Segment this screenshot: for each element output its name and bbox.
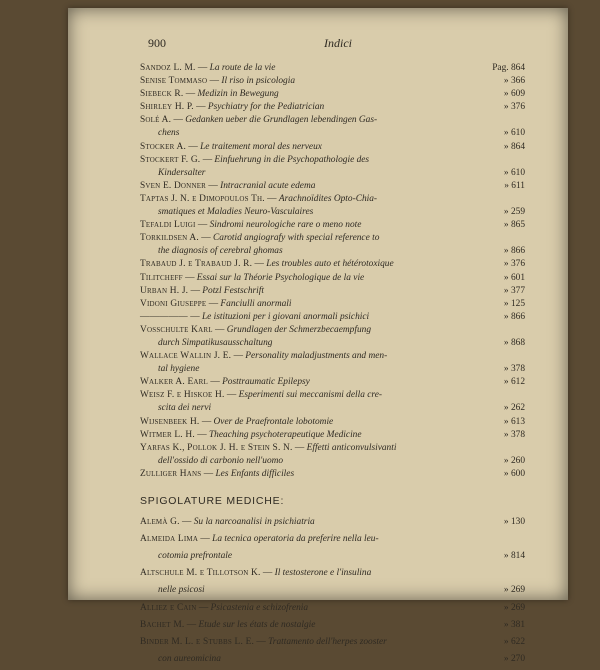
entry-text (140, 636, 485, 649)
entry-text (140, 619, 485, 632)
separator-dash: — (194, 429, 209, 440)
author-name: Senise Tommaso (140, 76, 208, 87)
work-title: Il testosterone e l'insulina (274, 568, 372, 579)
entry-text (140, 206, 485, 219)
page-reference: » 866 (503, 311, 525, 322)
entry-text (140, 219, 485, 232)
page-reference: » 814 (503, 551, 525, 562)
work-title: Le traitement moral des nerveux (200, 141, 322, 152)
work-title: Grundlagen der Schmerzbecaempfung (226, 324, 372, 335)
page-reference: » 259 (503, 207, 525, 218)
index-entry (140, 75, 525, 88)
author-name: Wijsenbeek H. (140, 416, 200, 427)
page-reference: » 269 (503, 585, 525, 596)
entry-text (140, 402, 485, 415)
index-entry (140, 350, 525, 363)
author-name: Shirley H. P. (140, 102, 194, 113)
index-entry (140, 363, 525, 376)
author-name: Zulliger Hans (140, 468, 202, 479)
page-reference: » 260 (503, 455, 525, 466)
author-name: Trabaud J. e Trabaud J. R. (140, 259, 253, 270)
work-title: smatiques et Maladies Neuro-Vasculaires (158, 207, 314, 218)
page-reference (485, 389, 525, 402)
entry-text (140, 245, 485, 258)
work-title: Carotid angiografy with special reference to (213, 233, 380, 244)
separator-dash: — (184, 619, 199, 630)
index-entry (140, 258, 525, 271)
entry-text (140, 442, 485, 455)
running-title: Indici (324, 36, 352, 50)
index-entry (140, 232, 525, 245)
work-title: the diagnosis of cerebral ghomas (158, 246, 283, 257)
work-title: Trattamento dell'herpes zooster (268, 636, 387, 647)
book-page (68, 8, 568, 664)
entry-text (140, 567, 485, 580)
page-reference: » 600 (503, 468, 525, 479)
separator-dash: — (200, 154, 215, 165)
page-reference (485, 533, 525, 546)
entry-text (140, 602, 485, 615)
page-reference: » 381 (503, 619, 525, 630)
index-entry (140, 311, 525, 324)
index-entry (140, 272, 525, 285)
index-entry (140, 468, 525, 481)
page-reference: » 866 (503, 246, 525, 257)
author-name: Alliez e Cain (140, 602, 197, 613)
work-title: Le istituzioni per i giovani anormali psichici (201, 311, 370, 322)
author-name: Stocker A. (140, 141, 187, 152)
index-entry (140, 62, 525, 75)
page-reference (485, 324, 525, 337)
section-heading: SPIGOLATURE MEDICHE: (140, 495, 285, 507)
index-entry (140, 127, 525, 140)
work-title: Les troubles auto et hétérotoxique (266, 259, 394, 270)
index-entry (140, 88, 525, 101)
work-title: nelle psicosi (158, 585, 205, 596)
author-name: Altschule M. e Tillotson K. (140, 568, 261, 579)
separator-dash: — (206, 298, 221, 309)
page-reference: » 610 (503, 167, 525, 178)
separator-dash: — (195, 63, 210, 73)
index-entry (140, 285, 525, 298)
work-title: Sindromi neurologiche rare o meno note (209, 220, 362, 231)
work-title: Over de Praefrontale lobotomie (213, 416, 334, 427)
entry-text (140, 75, 485, 88)
separator-dash: — (208, 377, 223, 388)
page-reference (485, 114, 525, 127)
work-title: Posttraumatic Epilepsy (222, 377, 310, 388)
work-title: Essai sur la Théorie Psychologique de la vie (196, 272, 365, 283)
work-title: Effetti anticonvulsivanti (306, 442, 397, 453)
entry-text (140, 180, 485, 193)
page-reference: » 622 (503, 636, 525, 647)
separator-dash: — (179, 517, 194, 528)
entry-text (140, 389, 485, 402)
entry-text (140, 167, 485, 180)
entry-text (140, 154, 485, 167)
entry-text (140, 311, 485, 324)
author-name: Walker A. Earl (140, 377, 208, 388)
separator-dash: — (198, 233, 213, 244)
separator-dash: — (193, 102, 208, 113)
work-title: Etude sur les états de nostalgie (198, 619, 316, 630)
work-title: Les Enfants difficiles (215, 468, 295, 479)
entry-text (140, 584, 485, 597)
author-name: Wallace Wallin J. E. (140, 351, 232, 362)
separator-dash: — (264, 193, 279, 204)
entry-text (140, 376, 485, 389)
work-title: chens (158, 128, 180, 139)
page-reference: » 269 (503, 602, 525, 613)
author-name: Siebeck R. (140, 89, 184, 100)
index-entry (140, 376, 525, 389)
index-entry (140, 389, 525, 402)
work-title: Il riso in psicologia (221, 76, 296, 87)
author-name: Stockert F. G. (140, 154, 201, 165)
entry-text (140, 324, 485, 337)
work-title: La route de la vie (209, 63, 276, 73)
entry-spacer (140, 666, 525, 670)
author-name: Bachet M. (140, 619, 185, 630)
entry-text (140, 141, 485, 154)
separator-dash: — (171, 115, 186, 126)
page-reference: » 376 (503, 259, 525, 270)
entry-text (140, 337, 485, 350)
index-entry (140, 455, 525, 468)
author-name: Weisz F. e Hiskoe H. (140, 390, 225, 401)
page-number: 900 (148, 36, 166, 50)
separator-dash: — (183, 89, 198, 100)
entry-text (140, 114, 485, 127)
separator-dash: — (231, 351, 246, 362)
index-entry (140, 324, 525, 337)
entry-text (140, 258, 485, 271)
page-reference: » 125 (503, 298, 525, 309)
work-title: Psychiatry for the Pediatrician (207, 102, 325, 113)
work-title: Arachnoïdites Opto-Chia- (278, 193, 378, 204)
author-name: Torkildsen A. (140, 233, 199, 244)
author-name: Taptas J. N. e Dimopoulos Th. (140, 193, 265, 204)
page-reference: » 864 (503, 141, 525, 152)
separator-dash: — (201, 468, 216, 479)
index-entry (140, 219, 525, 232)
entry-text (140, 533, 485, 546)
separator-dash: — (196, 602, 211, 613)
index-entry (140, 245, 525, 258)
work-title: scita dei nervi (158, 403, 212, 414)
page-reference: » 612 (503, 377, 525, 388)
author-name: Tilitcheff (140, 272, 183, 283)
separator-dash: — (254, 636, 269, 647)
entry-text (140, 62, 485, 75)
index-entry (140, 442, 525, 455)
index-entry (140, 516, 525, 529)
entry-text (140, 232, 485, 245)
entry-text (140, 468, 485, 481)
index-entry (140, 533, 525, 546)
author-name: Tefaldi Luigi (140, 220, 196, 231)
separator-dash: — (187, 311, 202, 322)
page-reference: » 130 (503, 517, 525, 528)
index-entry (140, 337, 525, 350)
index-entry (140, 402, 525, 415)
author-name: Sven E. Donner (140, 180, 207, 191)
work-title: Fanciulli anormali (220, 298, 292, 309)
separator-dash: — (195, 220, 210, 231)
separator-dash: — (292, 442, 307, 453)
work-title: Personality maladjustments and men- (245, 351, 388, 362)
entry-text (140, 363, 485, 376)
running-head (148, 36, 528, 52)
work-title: Intracranial acute edema (220, 180, 316, 191)
index-entry (140, 653, 525, 666)
entry-text (140, 350, 485, 363)
page-reference (485, 154, 525, 167)
work-title: Kindersalter (158, 167, 206, 178)
entry-text (140, 272, 485, 285)
entry-text (140, 653, 485, 666)
index-entry (140, 141, 525, 154)
page-reference: » 611 (504, 180, 525, 191)
author-name: Sandoz L. M. (140, 63, 196, 73)
index-entry (140, 602, 525, 615)
separator-dash: — (207, 76, 222, 87)
index-entry (140, 101, 525, 114)
index-list (140, 62, 525, 670)
work-title: Einfuehrung in die Psychopathologie des (214, 154, 370, 165)
entry-text (140, 429, 485, 442)
work-title: Theaching psychoterapeutique Medicine (208, 429, 362, 440)
page-reference: » 378 (503, 429, 525, 440)
separator-dash: — (199, 416, 214, 427)
page-reference (485, 193, 525, 206)
page-reference: » 865 (503, 220, 525, 231)
index-entry (140, 550, 525, 563)
entry-text (140, 88, 485, 101)
index-entry (140, 298, 525, 311)
entry-text (140, 550, 485, 563)
author-name: Yarfas K., Pollok J. H. e Stein S. N. (140, 442, 293, 453)
page-reference: » 270 (503, 653, 525, 664)
index-entry (140, 193, 525, 206)
page-reference: » 262 (503, 403, 525, 414)
page-reference: » 613 (503, 416, 525, 427)
separator-dash: — (182, 272, 197, 283)
author-name: Vidoni Giuseppe (140, 298, 207, 309)
entry-text (140, 193, 485, 206)
entry-text (140, 455, 485, 468)
index-entry (140, 167, 525, 180)
index-entry (140, 114, 525, 127)
index-entry (140, 584, 525, 597)
separator-dash: — (212, 324, 227, 335)
entry-text (140, 285, 485, 298)
author-name: Witmer L. H. (140, 429, 195, 440)
index-entry (140, 154, 525, 167)
separator-dash: — (224, 390, 239, 401)
page-reference: » 601 (503, 272, 525, 283)
entry-text (140, 516, 485, 529)
work-title: dell'ossido di carbonio nell'uomo (158, 455, 284, 466)
entry-text (140, 127, 485, 140)
page-reference (485, 232, 525, 245)
separator-dash: — (206, 180, 221, 191)
work-title: tal hygiene (158, 364, 200, 375)
work-title: La tecnica operatoria da preferire nella leu- (212, 534, 379, 545)
index-entry (140, 429, 525, 442)
index-entry (140, 636, 525, 649)
page-reference: » 610 (503, 128, 525, 139)
page-reference: » 366 (503, 76, 525, 87)
author-name: Alemà G. (140, 517, 180, 528)
separator-dash: — (260, 568, 275, 579)
index-entry (140, 206, 525, 219)
work-title: con aureomicina (158, 653, 221, 664)
entry-text (140, 101, 485, 114)
separator-dash: — (188, 285, 203, 296)
page-reference (485, 442, 525, 455)
work-title: Su la narcoanalisi in psichiatria (193, 517, 315, 528)
page-reference: Pag. 864 (492, 63, 525, 73)
index-entry (140, 180, 525, 193)
page-reference: » 378 (503, 364, 525, 375)
author-name: Solé A. (140, 115, 172, 126)
index-entry (140, 416, 525, 429)
work-title: Gedanken ueber die Grundlagen lebendingen Gas- (185, 115, 378, 126)
separator-dash: — (186, 141, 201, 152)
work-title: Esperimenti sui meccanismi della cre- (238, 390, 383, 401)
page-reference: » 609 (503, 89, 525, 100)
index-entry (140, 567, 525, 580)
author-name: Almeida Lima (140, 534, 199, 545)
work-title: Potzl Festschrift (202, 285, 264, 296)
separator-dash: — (198, 534, 213, 545)
author-name: Vosschulte Karl (140, 324, 213, 335)
author-name: Urban H. J. (140, 285, 189, 296)
index-entry (140, 619, 525, 632)
author-name: Binder M. L. e Stubbs L. E. (140, 636, 255, 647)
work-title: durch Simpatikusausschaltung (158, 337, 273, 348)
page-reference: » 376 (503, 102, 525, 113)
work-title: Medizin in Bewegung (197, 89, 279, 100)
entry-text (140, 298, 485, 311)
work-title: cotomia prefrontale (158, 551, 233, 562)
page-reference (485, 567, 525, 580)
entry-text (140, 416, 485, 429)
page-reference (485, 350, 525, 363)
work-title: Psicastenia e schizofrenia (210, 602, 309, 613)
page-reference: » 868 (503, 337, 525, 348)
author-name: ————— (140, 311, 188, 322)
page-reference: » 377 (503, 285, 525, 296)
separator-dash: — (252, 259, 267, 270)
